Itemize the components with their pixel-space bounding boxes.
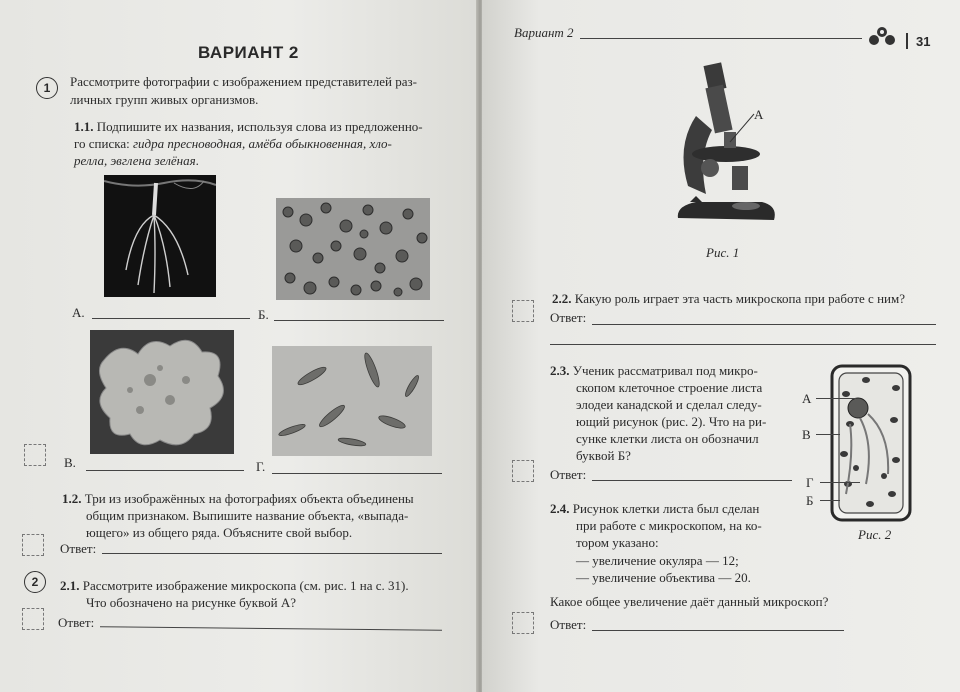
microscope-figure bbox=[666, 56, 796, 241]
task-1-1-text-plain: го списка: bbox=[74, 136, 133, 151]
label-b: Б. bbox=[258, 307, 269, 322]
answer-label-2-3: Ответ: bbox=[550, 467, 587, 482]
task-2-1-text-line1: Рассмотрите изображение микроскопа (см. рис. 1 на с. 31). bbox=[82, 578, 409, 593]
task-2-number: 2 bbox=[24, 571, 46, 593]
task-2-4-text-line1: Рисунок клетки листа был сделан bbox=[572, 501, 760, 516]
fig2-label-a: А bbox=[802, 391, 812, 406]
fig1-label-a: А bbox=[754, 107, 764, 122]
task-1-2-number: 1.2. bbox=[62, 491, 82, 506]
fig2-caption: Рис. 2 bbox=[858, 527, 892, 542]
task-1-text-line1: Рассмотрите фотографии с изображением представителей раз- bbox=[70, 74, 418, 89]
task-2-2-number: 2.2. bbox=[552, 291, 572, 306]
answer-line-1-2[interactable] bbox=[102, 553, 442, 554]
photo-chlorella bbox=[276, 198, 430, 300]
answer-line-v[interactable] bbox=[86, 470, 244, 471]
task-2-3-number: 2.3. bbox=[550, 363, 570, 378]
label-a: А. bbox=[72, 305, 85, 320]
label-g: Г. bbox=[256, 459, 266, 474]
task-2-2-line bbox=[552, 290, 905, 307]
task-1-1-word-list: гидра пресноводная, амёба обыкновенная, хло- bbox=[132, 136, 392, 151]
task-2-3-text-line2: скопом клеточное строение листа bbox=[576, 380, 763, 395]
score-box-1-1[interactable] bbox=[24, 444, 46, 466]
task-2-1-number: 2.1. bbox=[60, 578, 80, 593]
label-v: В. bbox=[64, 455, 76, 470]
score-box-2-4[interactable] bbox=[512, 612, 534, 634]
task-2-1-line1 bbox=[60, 577, 409, 594]
answer-label-1-2: Ответ: bbox=[60, 541, 97, 556]
task-2-2-text: Какую роль играет эта часть микроскопа при работе с ним? bbox=[574, 291, 905, 306]
answer-label-2-4: Ответ: bbox=[550, 617, 587, 632]
fig2-pointer-v bbox=[816, 434, 840, 435]
task-2-4-item2: — увеличение объектива — 20. bbox=[576, 570, 751, 585]
answer-label-2-1: Ответ: bbox=[58, 615, 95, 630]
task-2-3-text-line6: буквой Б? bbox=[576, 448, 631, 463]
fig2-pointer-b bbox=[820, 500, 840, 501]
task-2-3-text-line4: ющий рисунок (рис. 2). Что на ри- bbox=[576, 414, 767, 429]
header-logo-icon bbox=[868, 26, 896, 51]
answer-line-a[interactable] bbox=[92, 318, 250, 319]
fig2-label-v: В bbox=[802, 427, 811, 442]
task-1-1-line1 bbox=[74, 118, 423, 135]
task-2-3-line1 bbox=[550, 362, 758, 379]
answer-label-2-2: Ответ: bbox=[550, 310, 587, 325]
right-page bbox=[482, 0, 960, 692]
leaf-cell-figure bbox=[830, 364, 912, 529]
photo-euglena bbox=[272, 346, 432, 456]
fig2-pointer-a bbox=[816, 398, 856, 399]
task-1-1-line2 bbox=[74, 135, 392, 152]
task-1-text-line2: личных групп живых организмов. bbox=[70, 92, 259, 107]
answer-line-b[interactable] bbox=[274, 320, 444, 321]
score-box-2-3[interactable] bbox=[512, 460, 534, 482]
task-2-4-question: Какое общее увеличение даёт данный микроскоп? bbox=[550, 594, 829, 609]
page-number: 31 bbox=[916, 34, 931, 49]
task-1-1-word-list-end: релла, эвглена зелёная bbox=[74, 153, 196, 168]
answer-line-2-2[interactable] bbox=[592, 324, 936, 325]
task-1-2-text-line1: Три из изображённых на фотографиях объекта объединены bbox=[84, 491, 414, 506]
left-page bbox=[0, 0, 478, 692]
fig1-caption: Рис. 1 bbox=[706, 245, 740, 260]
task-1-1-number: 1.1. bbox=[74, 119, 94, 134]
task-2-3-text-line3: элодеи канадской и сделал следу- bbox=[576, 397, 762, 412]
task-1-2-text-line3: ющего» из общего ряда. Объясните свой выбор. bbox=[86, 525, 353, 540]
answer-line-2-2-extra[interactable] bbox=[550, 344, 936, 345]
task-1-2-line1 bbox=[62, 490, 414, 507]
score-box-2-1-right[interactable] bbox=[512, 300, 534, 322]
task-1-1-period: . bbox=[195, 153, 199, 168]
fig2-pointer-g bbox=[820, 482, 860, 483]
task-2-4-line1 bbox=[550, 500, 759, 517]
task-1-1-text: Подпишите их названия, используя слова из предложенно- bbox=[96, 119, 423, 134]
answer-line-2-4[interactable] bbox=[592, 630, 844, 631]
task-2-1-text-line2: Что обозначено на рисунке буквой А? bbox=[86, 595, 297, 610]
answer-line-g[interactable] bbox=[272, 473, 442, 474]
task-2-4-text-line2: при работе с микроскопом, на ко- bbox=[576, 518, 762, 533]
header-separator bbox=[906, 33, 908, 49]
score-box-1-2[interactable] bbox=[22, 534, 44, 556]
photo-hydra bbox=[104, 175, 216, 297]
task-2-3-text-line5: сунке клетки листа он обозначил bbox=[576, 431, 759, 446]
photo-amoeba bbox=[90, 330, 234, 454]
task-1-2-text-line2: общим признаком. Выпишите название объекта, «выпада- bbox=[86, 508, 409, 523]
variant-title: ВАРИАНТ 2 bbox=[198, 43, 299, 62]
fig2-label-b: Б bbox=[806, 493, 814, 508]
fig2-label-g: Г bbox=[806, 475, 814, 490]
task-2-4-item1: — увеличение окуляра — 12; bbox=[576, 553, 739, 568]
answer-line-2-3[interactable] bbox=[592, 480, 792, 481]
running-header: Вариант 2 bbox=[514, 25, 574, 40]
task-2-4-text-line3: тором указано: bbox=[576, 535, 659, 550]
header-rule bbox=[580, 38, 862, 39]
task-2-4-number: 2.4. bbox=[550, 501, 570, 516]
score-box-2-1[interactable] bbox=[22, 608, 44, 630]
task-1-1-line3 bbox=[74, 152, 199, 169]
task-1-number: 1 bbox=[36, 77, 58, 99]
task-2-3-text-line1: Ученик рассматривал под микро- bbox=[572, 363, 758, 378]
answer-line-2-1[interactable] bbox=[100, 626, 442, 631]
